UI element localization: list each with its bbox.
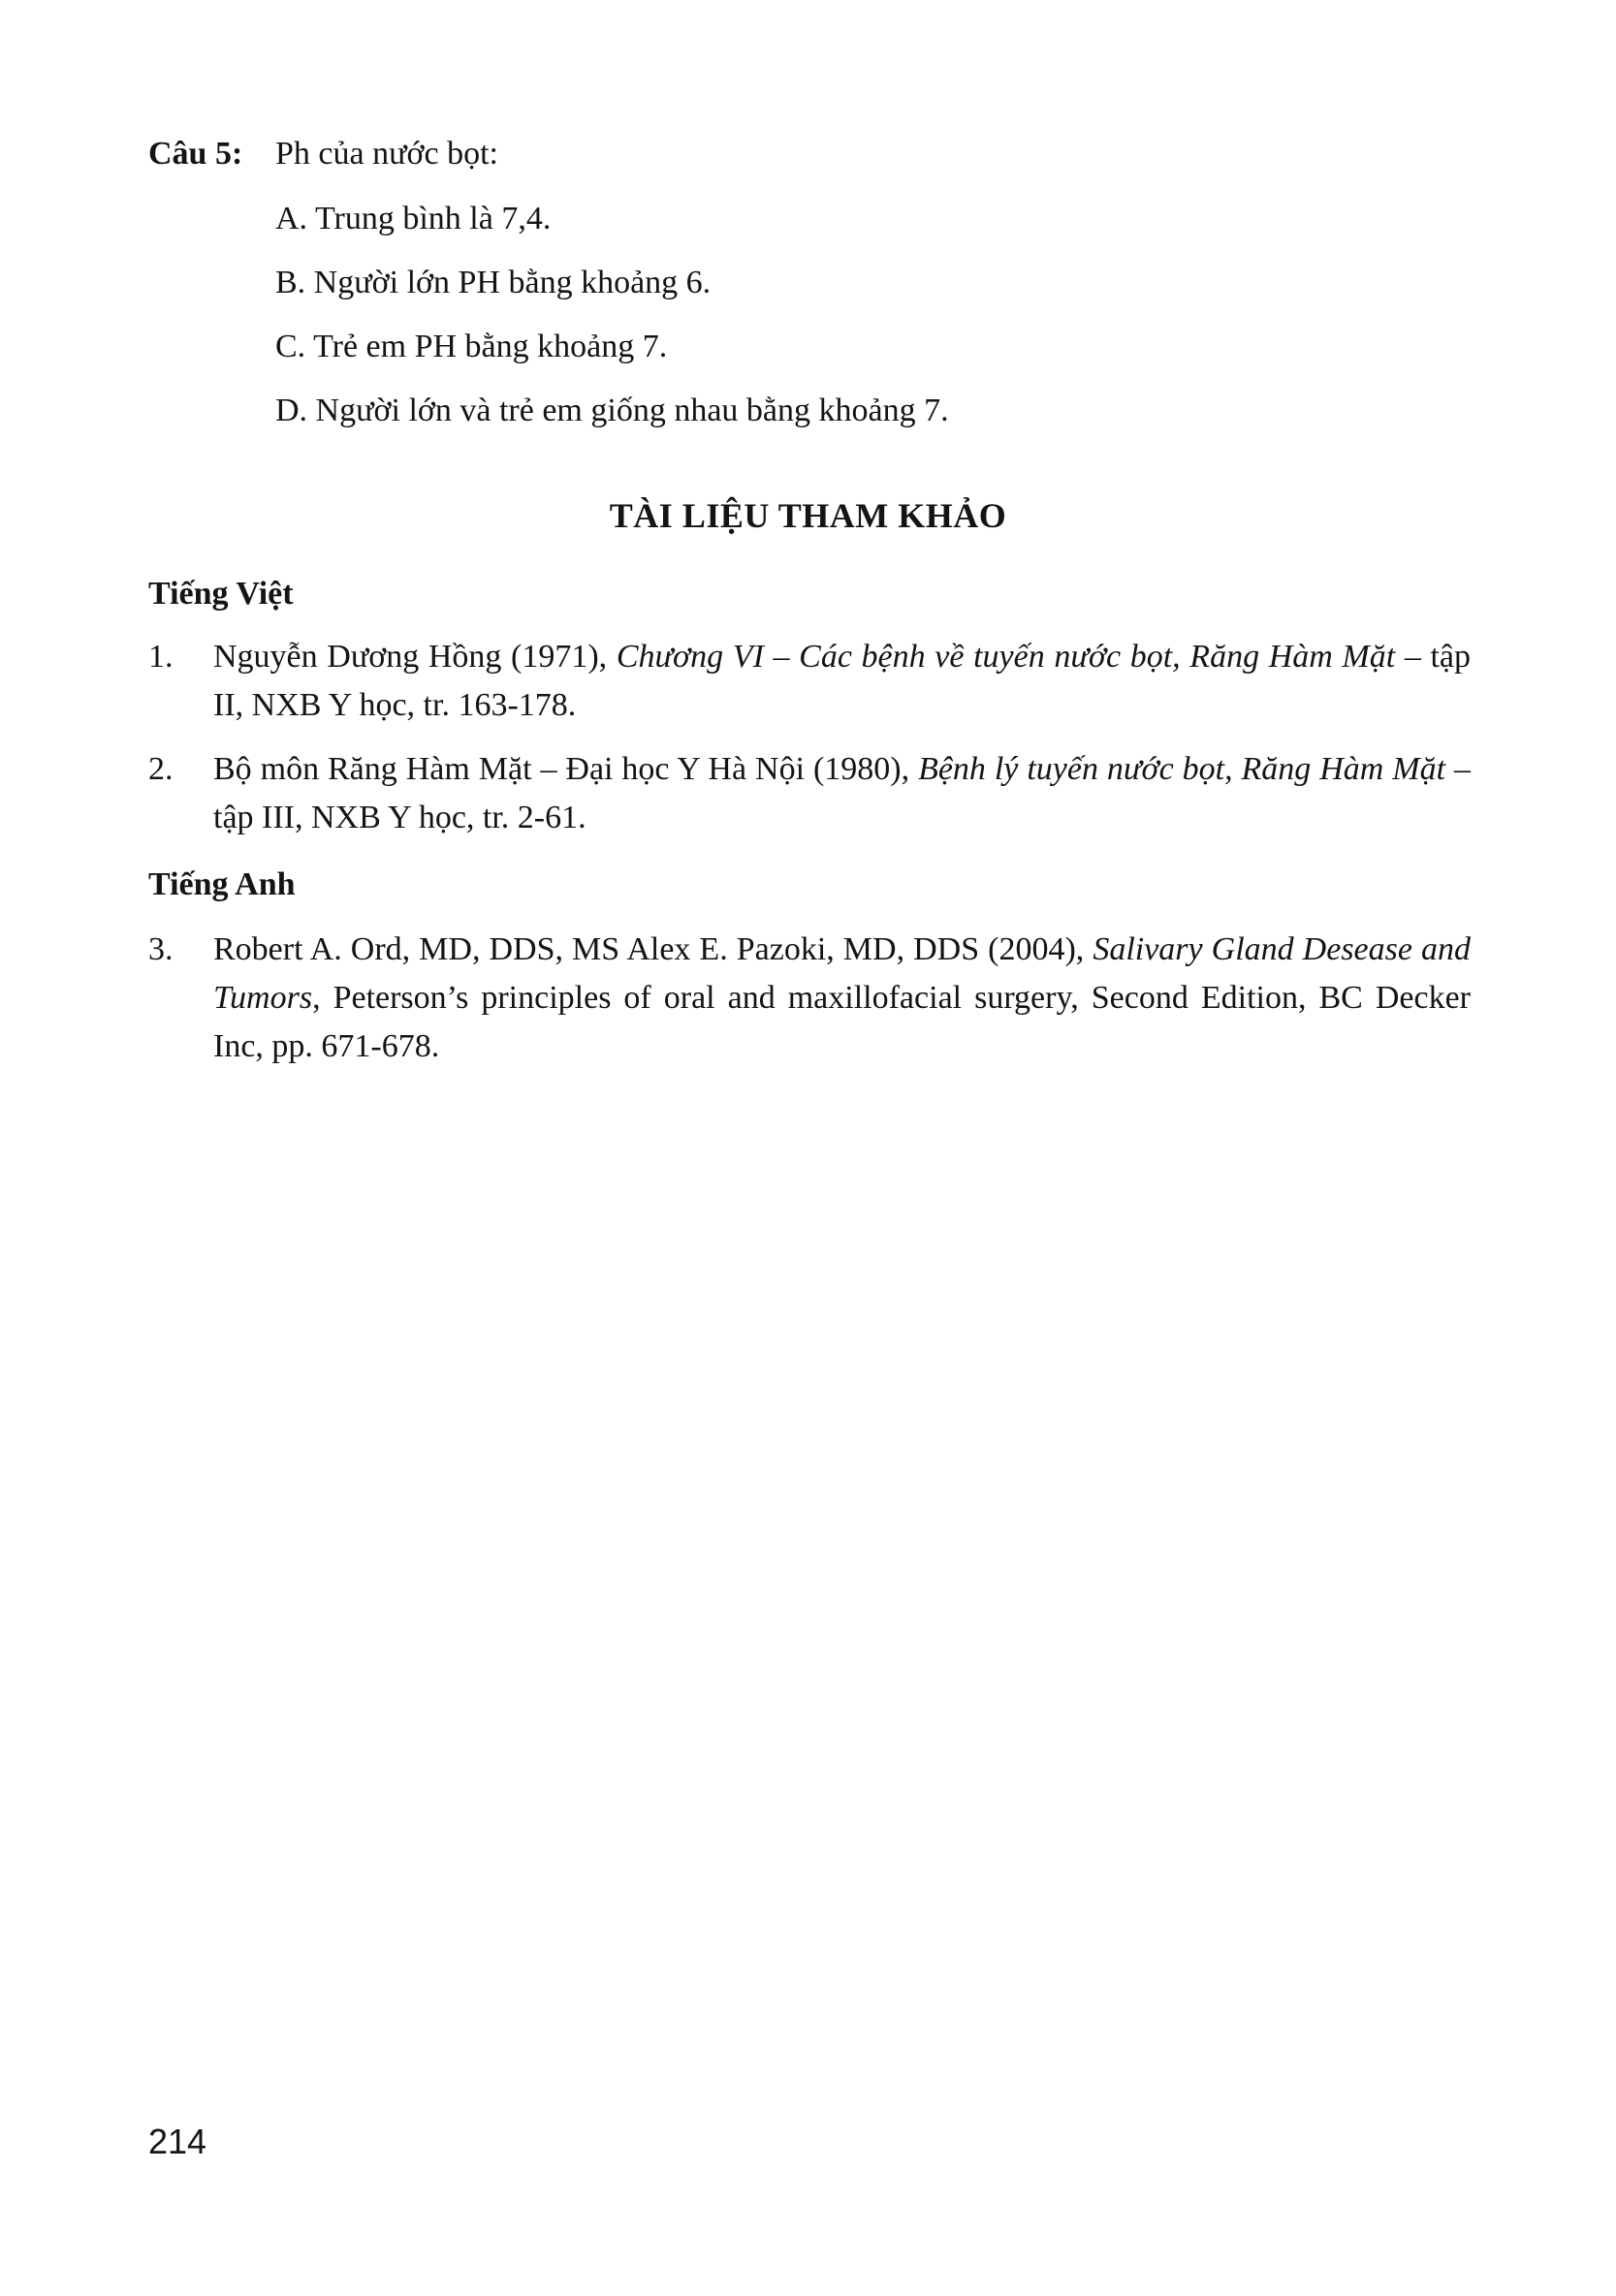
option-a: A. Trung bình là 7,4. <box>275 201 552 236</box>
reference-authors: Nguyễn Dương Hồng (1971), <box>213 639 617 675</box>
vietnamese-references-heading: Tiếng Việt <box>148 576 294 612</box>
reference-number: 3. <box>148 931 174 967</box>
reference-number: 2. <box>148 751 174 787</box>
page-number: 214 <box>148 2122 207 2161</box>
reference-item-2 <box>148 745 1471 842</box>
reference-title: Bệnh lý tuyến nước bọt, Răng Hàm Mặt <box>918 751 1446 787</box>
option-c: C. Trẻ em PH bằng khoảng 7. <box>275 329 668 364</box>
english-references-heading: Tiếng Anh <box>148 866 296 902</box>
reference-number: 1. <box>148 639 174 675</box>
answer-options <box>275 199 949 455</box>
reference-publication: , Peterson’s principles of oral and maxillofacial surgery, Second Edition, BC Decker Inc, pp. 671-678. <box>213 980 1471 1064</box>
reference-publication: – tập III, NXB Y học, tr. 2-61. <box>213 751 1472 835</box>
reference-text <box>213 633 1471 730</box>
reference-text <box>213 745 1471 842</box>
reference-item-3 <box>148 926 1471 1071</box>
option-b: B. Người lớn PH bằng khoảng 6. <box>275 265 712 300</box>
reference-text <box>213 926 1471 1071</box>
reference-publication: tập II, NXB Y học, tr. 163-178. <box>213 639 1471 723</box>
references-heading: TÀI LIỆU THAM KHẢO <box>609 496 1007 535</box>
reference-title: Salivary Gland Desease and Tumors <box>213 931 1471 1016</box>
reference-item-1 <box>148 633 1471 730</box>
question-5 <box>148 134 498 174</box>
question-label: Câu 5: <box>148 136 243 172</box>
reference-authors: Bộ môn Răng Hàm Mặt – Đại học Y Hà Nội (1980), <box>213 751 919 787</box>
option-d: D. Người lớn và trẻ em giống nhau bằng khoảng 7. <box>275 393 949 428</box>
reference-title: Chương VI – Các bệnh về tuyến nước bọt, Răng Hàm Mặt – <box>616 639 1421 675</box>
reference-authors: Robert A. Ord, MD, DDS, MS Alex E. Pazoki, MD, DDS (2004), <box>213 931 1093 967</box>
question-text: Ph của nước bọt: <box>275 136 498 172</box>
